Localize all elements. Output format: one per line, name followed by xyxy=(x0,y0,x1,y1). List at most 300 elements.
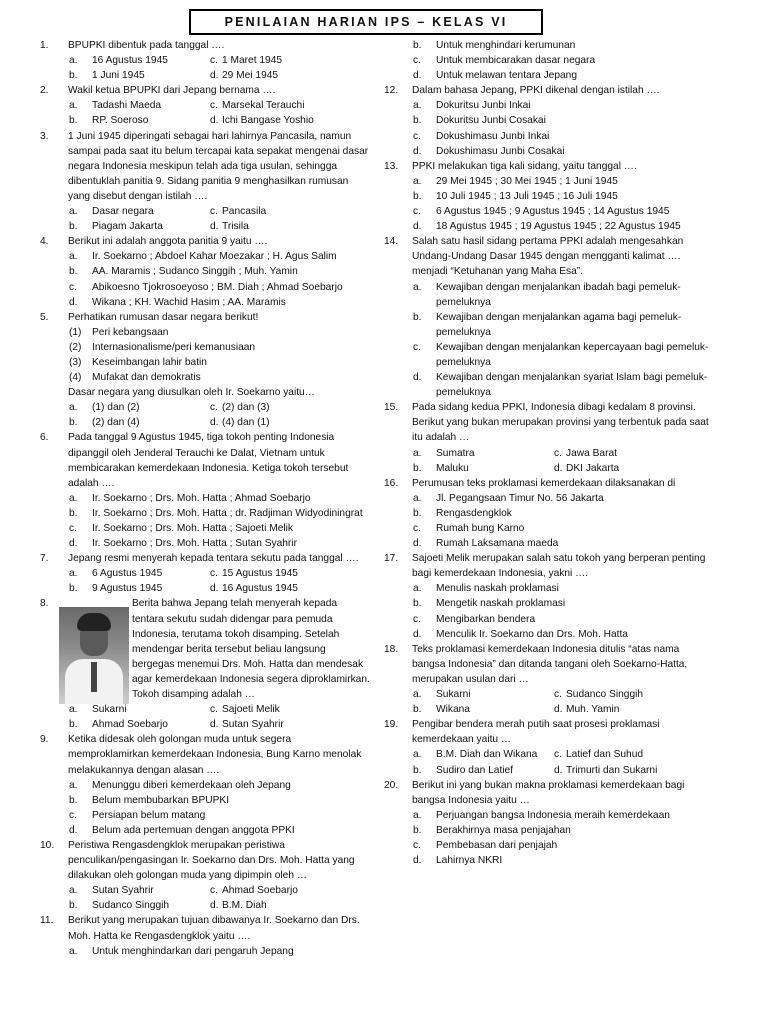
option-text: Dokuritsu Junbi Cosakai xyxy=(436,115,546,127)
option-line xyxy=(384,446,729,461)
question-text: Berikut ini adalah anggota panitia 9 yaitu …. xyxy=(68,236,268,248)
text-line xyxy=(40,612,370,627)
option-line xyxy=(40,370,370,385)
option-line xyxy=(40,883,370,898)
option-text: 18 Agustus 1945 ; 19 Agustus 1945 ; 22 Agustus 1945 xyxy=(436,221,681,233)
option-line xyxy=(384,310,729,325)
option-text: pemeluknya xyxy=(436,356,491,368)
question-line xyxy=(384,234,729,249)
option-line xyxy=(384,280,729,295)
question-line xyxy=(40,913,370,928)
option-line xyxy=(40,264,370,279)
option-letter: a. xyxy=(69,704,78,716)
question-text: Pada tanggal 9 Agustus 1945, tiga tokoh penting Indonesia xyxy=(68,432,335,444)
option-line xyxy=(40,68,370,83)
option-letter: a. xyxy=(413,809,422,821)
option-text: Rengasdengklok xyxy=(436,507,512,519)
question-text: merupakan usulan dari … xyxy=(412,673,529,685)
option-line xyxy=(40,944,370,959)
option-text: Jl. Pegangsaan Timur No. 56 Jakarta xyxy=(436,492,604,504)
option-line xyxy=(40,898,370,913)
option-text: Perjuangan bangsa Indonesia meraih kemerdekaan xyxy=(436,809,670,821)
option-text: Pancasila xyxy=(222,206,267,218)
question-text: sampai pada saat itu belum tercapai kata sepakat mengenai dasar xyxy=(68,145,369,157)
option-text: Untuk menghindari kerumunan xyxy=(436,40,576,51)
option-letter: b. xyxy=(413,115,422,127)
option-text: Rumah Laksamana maeda xyxy=(436,538,559,550)
question-number: 16. xyxy=(384,477,399,489)
option-letter: d. xyxy=(413,145,422,157)
option-letter: c. xyxy=(413,55,421,67)
question-number: 15. xyxy=(384,402,399,414)
option-letter: a. xyxy=(69,55,78,67)
option-text: 15 Agustus 1945 xyxy=(222,568,298,580)
option-letter: b. xyxy=(69,221,78,233)
option-line xyxy=(384,747,729,762)
question-text: memproklamirkan kemerdekaan Indonesia, Bung Karno menolak xyxy=(68,749,362,761)
option-letter: c. xyxy=(413,341,421,353)
option-line xyxy=(384,808,729,823)
option-text: 29 Mei 1945 ; 30 Mei 1945 ; 1 Juni 1945 xyxy=(436,175,618,187)
option-text: Dasar negara xyxy=(92,206,154,218)
question-text: 1 Juni 1945 diperingati sebagai hari lahirnya Pancasila, namun xyxy=(68,130,352,142)
question-text: tentara sekutu sudah didengar para pemuda xyxy=(132,613,333,625)
option-text: Untuk menghindarkan dari pengaruh Jepang xyxy=(92,945,294,957)
option-letter: a. xyxy=(69,568,78,580)
option-text: Ahmad Soebarjo xyxy=(92,719,168,731)
option-letter: b. xyxy=(69,719,78,731)
option-line xyxy=(384,612,729,627)
text-line xyxy=(40,657,370,672)
question-number: 11. xyxy=(40,915,54,927)
option-text: Mengetik naskah proklamasi xyxy=(436,598,566,610)
option-letter: d. xyxy=(413,855,422,867)
text-line xyxy=(384,295,729,310)
option-line xyxy=(384,627,729,642)
option-line xyxy=(40,702,370,717)
option-line xyxy=(384,38,729,53)
question-number: 14. xyxy=(384,236,399,248)
option-text: Ichi Bangase Yoshio xyxy=(222,115,314,127)
option-line xyxy=(40,340,370,355)
question-text: Moh. Hatta ke Rengasdengklok yaitu …. xyxy=(68,930,251,942)
option-text: Wikana xyxy=(436,704,470,716)
text-line xyxy=(40,144,370,159)
option-text: Menculik Ir. Soekarno dan Drs. Moh. Hatta xyxy=(436,628,628,640)
option-letter: (2) xyxy=(69,341,82,353)
option-text: Untuk membicarakan dasar negara xyxy=(436,55,596,67)
question-line xyxy=(384,778,729,793)
text-line xyxy=(384,566,729,581)
option-letter: d. xyxy=(210,417,219,429)
option-line xyxy=(384,461,729,476)
option-letter: c. xyxy=(69,809,77,821)
text-line xyxy=(40,747,370,762)
option-letter: c. xyxy=(413,613,421,625)
option-text: (2) dan (4) xyxy=(92,417,140,429)
option-letter: a. xyxy=(69,251,78,263)
option-text: pemeluknya xyxy=(436,326,491,338)
question-text: Salah satu hasil sidang pertama PPKI adalah mengesahkan xyxy=(412,236,684,248)
option-letter: d. xyxy=(69,538,78,550)
question-line xyxy=(384,83,729,98)
option-letter: d. xyxy=(554,764,563,776)
option-line xyxy=(40,566,370,581)
option-text: Peri kebangsaan xyxy=(92,326,169,338)
option-letter: a. xyxy=(69,206,78,218)
option-text: 6 Agustus 1945 ; 9 Agustus 1945 ; 14 Agustus 1945 xyxy=(436,206,670,218)
option-letter: a. xyxy=(413,281,422,293)
question-text: mendengar berita tersebut beliau langsung xyxy=(132,643,326,655)
option-text: 16 Agustus 1945 xyxy=(92,55,168,67)
question-text: Indonesia, terutama tokoh disamping. Setelah xyxy=(132,628,340,640)
question-text: Pengibar bendera merah putih saat prosesi proklamasi xyxy=(412,719,660,731)
text-line xyxy=(384,732,729,747)
option-letter: c. xyxy=(554,749,562,761)
question-number: 20. xyxy=(384,779,399,791)
option-line xyxy=(40,808,370,823)
option-text: Latief dan Suhud xyxy=(566,749,644,761)
question-text: Wakil ketua BPUPKI dari Jepang bernama …. xyxy=(68,85,276,97)
question-text: Dalam bahasa Jepang, PPKI dikenal dengan istilah …. xyxy=(412,85,660,97)
option-text: Ir. Soekarno ; Drs. Moh. Hatta ; Sutan Syahrir xyxy=(92,538,297,550)
option-line xyxy=(384,581,729,596)
option-letter: d. xyxy=(210,583,219,595)
option-text: Belum membubarkan BPUPKI xyxy=(92,794,230,806)
text-line xyxy=(384,430,729,445)
option-text: Ir. Soekarno ; Drs. Moh. Hatta ; Sajoeti Melik xyxy=(92,523,293,534)
option-text: Wikana ; KH. Wachid Hasim ; AA. Maramis xyxy=(92,296,286,308)
option-line xyxy=(40,491,370,506)
question-line xyxy=(40,310,370,325)
question-line xyxy=(384,400,729,415)
question-text: Jepang resmi menyerah kepada tentara sekutu pada tanggal …. xyxy=(68,553,359,565)
question-text: Berikut yang bukan merupakan provinsi yang terbentuk pada saat xyxy=(412,417,709,429)
question-text: PPKI melakukan tiga kali sidang, yaitu tanggal …. xyxy=(412,160,637,172)
text-line xyxy=(40,189,370,204)
option-letter: (3) xyxy=(69,356,82,368)
question-number: 19. xyxy=(384,719,399,731)
option-text: 10 Juli 1945 ; 13 Juli 1945 ; 16 Juli 1945 xyxy=(436,190,618,202)
option-letter: a. xyxy=(69,945,78,957)
option-line xyxy=(384,204,729,219)
option-text: 16 Agustus 1945 xyxy=(222,583,298,595)
option-letter: a. xyxy=(413,175,422,187)
option-line xyxy=(40,204,370,219)
option-letter: a. xyxy=(69,492,78,504)
option-letter: c. xyxy=(413,130,421,142)
option-letter: b. xyxy=(69,70,78,82)
question-text: Teks proklamasi kemerdekaan Indonesia ditulis “atas nama xyxy=(412,643,680,655)
option-line xyxy=(384,219,729,234)
question-number: 17. xyxy=(384,553,399,565)
option-letter: c. xyxy=(210,885,218,897)
question-text: negara Indonesia meskipun telah ada tiga usulan, sehingga xyxy=(68,160,338,172)
text-line xyxy=(40,159,370,174)
option-line xyxy=(40,536,370,551)
option-text: Kewajiban dengan menjalankan ibadah bagi pemeluk- xyxy=(436,281,681,293)
question-text: penculikan/pengasingan Ir. Soekarno dan Drs. Moh. Hatta yang xyxy=(68,855,355,867)
option-text: Keseimbangan lahir batin xyxy=(92,356,207,368)
text-line xyxy=(384,325,729,340)
text-line xyxy=(384,355,729,370)
question-text: Berita bahwa Jepang telah menyerah kepada xyxy=(132,598,338,610)
question-text: Perumusan teks proklamasi kemerdekaan dilaksanakan di xyxy=(412,477,676,489)
option-letter: d. xyxy=(210,115,219,127)
option-text: Abikoesno Tjokrosoeyoso ; BM. Diah ; Ahmad Soebarjo xyxy=(92,281,343,293)
text-line xyxy=(40,763,370,778)
option-text: (2) dan (3) xyxy=(222,402,270,414)
option-line xyxy=(384,113,729,128)
option-letter: a. xyxy=(69,885,78,897)
question-number: 12. xyxy=(384,85,399,97)
option-line xyxy=(384,144,729,159)
option-text: RP. Soeroso xyxy=(92,115,149,127)
option-letter: d. xyxy=(210,900,219,912)
question-text: bagi kemerdekaan Indonesia, yakni …. xyxy=(412,568,589,580)
option-text: Sudanco Singgih xyxy=(92,900,170,912)
option-text: Mengibarkan bendera xyxy=(436,613,536,625)
option-line xyxy=(40,98,370,113)
option-letter: c. xyxy=(210,100,218,112)
option-text: 1 Maret 1945 xyxy=(222,55,283,67)
option-letter: a. xyxy=(413,492,422,504)
question-text: Undang-Undang Dasar 1945 dengan mengganti kalimat …. xyxy=(412,251,681,263)
option-text: Ir. Soekarno ; Drs. Moh. Hatta ; Ahmad Soebarjo xyxy=(92,492,311,504)
option-line xyxy=(40,717,370,732)
option-text: (1) dan (2) xyxy=(92,402,140,414)
option-text: Sukarni xyxy=(92,704,127,716)
question-text: Berikut yang merupakan tujuan dibawanya Ir. Soekarno dan Drs. xyxy=(68,915,360,927)
option-text: Lahirnya NKRI xyxy=(436,855,503,867)
option-letter: c. xyxy=(554,689,562,701)
option-letter: a. xyxy=(413,749,422,761)
question-number: 7. xyxy=(40,553,49,565)
option-text: pemeluknya xyxy=(436,296,491,308)
option-text: Menulis naskah proklamasi xyxy=(436,583,559,595)
option-letter: c. xyxy=(413,839,421,851)
option-line xyxy=(40,355,370,370)
question-text: Sajoeti Melik merupakan salah satu tokoh yang berperan penting xyxy=(412,553,706,565)
option-letter: d. xyxy=(69,296,78,308)
option-text: Marsekal Terauchi xyxy=(222,100,305,112)
question-text: Perhatikan rumusan dasar negara berikut! xyxy=(68,311,259,323)
option-letter: d. xyxy=(554,462,563,474)
option-letter: b. xyxy=(413,824,422,836)
option-line xyxy=(40,280,370,295)
question-text: Peristiwa Rengasdengklok merupakan peristiwa xyxy=(68,839,285,851)
option-text: Sudanco Singgih xyxy=(566,689,644,701)
question-number: 5. xyxy=(40,311,49,323)
option-line xyxy=(384,838,729,853)
option-line xyxy=(40,778,370,793)
option-text: Internasionalisme/peri kemanusiaan xyxy=(92,341,256,353)
question-text: bangsa Indonesia” dan ditanda tangani oleh Soekarno-Hatta, xyxy=(412,658,688,670)
option-letter: b. xyxy=(413,462,422,474)
option-line xyxy=(40,113,370,128)
question-text: membicarakan kemerdekaan Indonesia. Ketiga tokoh tersebut xyxy=(68,462,349,474)
option-line xyxy=(40,219,370,234)
option-text: 1 Juni 1945 xyxy=(92,70,145,82)
question-text: dipanggil oleh Jenderal Terauchi ke Dalat, Vietnam untuk xyxy=(68,447,325,459)
option-line xyxy=(40,249,370,264)
option-letter: c. xyxy=(413,523,421,534)
option-letter: d. xyxy=(413,221,422,233)
option-text: Ir. Soekarno ; Abdoel Kahar Moezakar ; H. Agus Salim xyxy=(92,251,337,263)
option-letter: c. xyxy=(210,704,218,716)
option-text: Sudiro dan Latief xyxy=(436,764,514,776)
option-text: Sumatra xyxy=(436,447,475,459)
option-text: Sutan Syahrir xyxy=(92,885,154,897)
question-number: 10. xyxy=(40,839,55,851)
option-text: Kewajiban dengan menjalankan agama bagi pemeluk- xyxy=(436,311,682,323)
question-text: adalah …. xyxy=(68,477,115,489)
option-line xyxy=(384,763,729,778)
option-text: Pembebasan dari penjajah xyxy=(436,839,558,851)
option-text: 9 Agustus 1945 xyxy=(92,583,163,595)
question-text: melakukannya dengan alasan …. xyxy=(68,764,220,776)
option-letter: b. xyxy=(69,115,78,127)
question-number: 13. xyxy=(384,160,399,172)
text-line xyxy=(40,174,370,189)
option-line xyxy=(384,129,729,144)
option-letter: a. xyxy=(413,447,422,459)
option-line xyxy=(384,702,729,717)
option-line xyxy=(40,581,370,596)
page-title: PENILAIAN HARIAN IPS – KELAS VI xyxy=(189,9,543,35)
option-line xyxy=(40,53,370,68)
option-line xyxy=(40,400,370,415)
text-line xyxy=(40,627,370,642)
option-line xyxy=(384,536,729,551)
text-line xyxy=(40,642,370,657)
option-letter: c. xyxy=(210,402,218,414)
question-line xyxy=(40,38,370,53)
option-text: Maluku xyxy=(436,462,469,474)
question-text: kemerdekaan yaitu … xyxy=(412,734,512,746)
question-line xyxy=(384,642,729,657)
option-letter: c. xyxy=(210,55,218,67)
option-letter: (1) xyxy=(69,326,82,338)
option-text: Trisila xyxy=(222,221,249,233)
option-letter: d. xyxy=(413,628,422,640)
option-line xyxy=(384,370,729,385)
question-line xyxy=(40,838,370,853)
option-letter: d. xyxy=(210,221,219,233)
text-line xyxy=(384,385,729,400)
text-line xyxy=(384,249,729,264)
question-text: Tokoh disamping adalah … xyxy=(132,689,255,701)
option-line xyxy=(40,295,370,310)
left-column xyxy=(40,38,370,959)
option-letter: d. xyxy=(413,70,422,82)
option-letter: b. xyxy=(413,311,422,323)
question-line xyxy=(384,159,729,174)
option-text: Berakhirnya masa penjajahan xyxy=(436,824,571,836)
option-letter: c. xyxy=(69,281,77,293)
option-letter: b. xyxy=(413,598,422,610)
question-number: 1. xyxy=(40,40,49,51)
text-line xyxy=(384,793,729,808)
option-letter: a. xyxy=(69,402,78,414)
question-text: dibentuklah panitia 9. Sidang panitia 9 menghasilkan rumusan xyxy=(68,175,349,187)
question-line xyxy=(40,83,370,98)
option-text: Muh. Yamin xyxy=(566,704,620,716)
option-text: Mufakat dan demokratis xyxy=(92,372,201,384)
option-text: Jawa Barat xyxy=(566,447,617,459)
option-letter: b. xyxy=(69,266,78,278)
option-line xyxy=(384,853,729,868)
option-text: Rumah bung Karno xyxy=(436,523,525,534)
question-line xyxy=(40,596,370,611)
option-text: Ir. Soekarno ; Drs. Moh. Hatta ; dr. Radjiman Widyodiningrat xyxy=(92,507,363,519)
question-number: 9. xyxy=(40,734,49,746)
option-letter: b. xyxy=(413,507,422,519)
option-letter: a. xyxy=(69,100,78,112)
option-line xyxy=(384,596,729,611)
option-line xyxy=(384,687,729,702)
option-text: pemeluknya xyxy=(436,387,491,399)
question-number: 18. xyxy=(384,643,399,655)
option-line xyxy=(40,415,370,430)
question-text: bergegas menemui Drs. Moh. Hatta dan mendesak xyxy=(132,658,364,670)
option-line xyxy=(384,174,729,189)
option-line xyxy=(384,53,729,68)
question-text: itu adalah … xyxy=(412,432,470,444)
option-letter: b. xyxy=(69,507,78,519)
question-line xyxy=(40,129,370,144)
option-text: Trimurti dan Sukarni xyxy=(566,764,658,776)
option-text: DKI Jakarta xyxy=(566,462,620,474)
option-text: Dokushimasu Junbi Inkai xyxy=(436,130,550,142)
question-line xyxy=(40,430,370,445)
text-line xyxy=(40,385,370,400)
option-text: Dokushimasu Junbi Cosakai xyxy=(436,145,565,157)
option-letter: c. xyxy=(69,523,77,534)
option-letter: d. xyxy=(69,824,78,836)
option-letter: a. xyxy=(413,689,422,701)
question-number: 3. xyxy=(40,130,49,142)
option-line xyxy=(40,521,370,536)
question-text: BPUPKI dibentuk pada tanggal …. xyxy=(68,40,225,51)
question-number: 6. xyxy=(40,432,49,444)
question-text: Pada sidang kedua PPKI, Indonesia dibagi kedalam 8 provinsi. xyxy=(412,402,696,414)
question-line xyxy=(40,732,370,747)
option-text: Kewajiban dengan menjalankan kepercayaan bagi pemeluk- xyxy=(436,341,709,353)
text-line xyxy=(40,461,370,476)
option-letter: (4) xyxy=(69,372,82,384)
question-text: Ketika didesak oleh golongan muda untuk segera xyxy=(68,734,292,746)
option-letter: a. xyxy=(413,100,422,112)
text-line xyxy=(40,853,370,868)
option-text: Kewajiban dengan menjalankan syariat Islam bagi pemeluk- xyxy=(436,372,708,384)
question-line xyxy=(384,551,729,566)
question-text: yang disebut dengan istilah …. xyxy=(68,190,208,202)
option-letter: b. xyxy=(413,764,422,776)
question-number: 8. xyxy=(40,598,49,610)
question-line xyxy=(40,234,370,249)
text-line xyxy=(384,415,729,430)
option-line xyxy=(384,521,729,536)
question-text: bangsa Indonesia yaitu … xyxy=(412,794,530,806)
option-text: Belum ada pertemuan dengan anggota PPKI xyxy=(92,824,295,836)
option-text: Dokuritsu Junbi Inkai xyxy=(436,100,531,112)
right-column xyxy=(384,38,729,868)
text-line xyxy=(40,687,370,702)
option-letter: a. xyxy=(413,583,422,595)
option-letter: d. xyxy=(210,70,219,82)
option-line xyxy=(384,189,729,204)
